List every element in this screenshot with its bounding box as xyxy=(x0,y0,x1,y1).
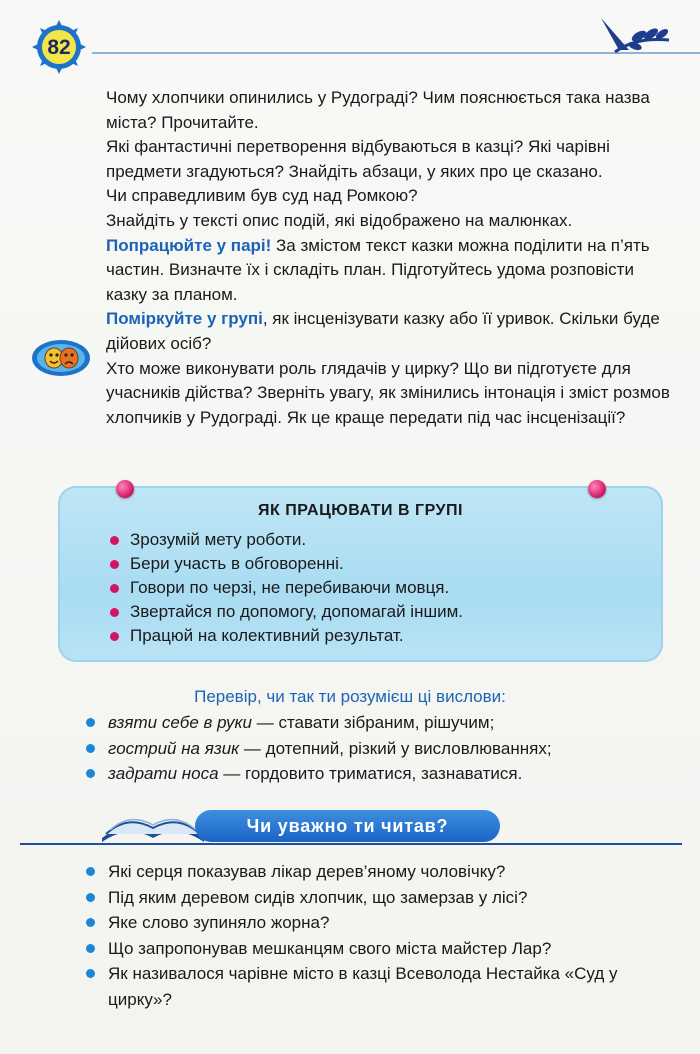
idiom-meaning: — дотепний, різкий у висловлюваннях; xyxy=(239,738,552,758)
idiom-meaning: — гордовито триматися, зазнаватися. xyxy=(218,764,523,783)
open-book-icon xyxy=(98,798,208,844)
idioms-intro: Перевір, чи так ти розумієш ці вислови: xyxy=(194,687,506,706)
list-item xyxy=(84,710,552,736)
group-task-heading: Поміркуйте у групі xyxy=(106,309,263,329)
list-item: Говори по черзі, не перебиваючи мовця. xyxy=(110,576,463,600)
reading-check-banner: Чи уважно ти читав? xyxy=(195,810,500,842)
list-item xyxy=(84,761,552,787)
list-item: Працюй на колективний результат. xyxy=(110,624,463,648)
pin-icon xyxy=(116,480,134,498)
pair-task xyxy=(106,234,671,308)
idiom-phrase: взяти себе в руки xyxy=(108,713,252,732)
paragraph: Хто може виконувати роль глядачів у цирку? Що ви підготуєте для учасників дійства? Зверніть увагу, як змінились інтонація і зміст розмов хлопчиків у Рудограді. Як це краще передати під час інсценізації? xyxy=(106,358,670,427)
pin-icon xyxy=(588,480,606,498)
question-item: Які серця показував лікар дерев’яному чоловічку? xyxy=(84,859,674,885)
question-item: Як називалося чарівне місто в казці Всеволода Нестайка «Суд у цирку»? xyxy=(84,961,674,1012)
paragraph: Чому хлопчики опинились у Рудограді? Чим пояснюється така назва міста? Прочитайте. xyxy=(106,88,650,132)
group-task-text: , як інсценізувати казку або її уривок. Скільки буде дійових осіб? xyxy=(106,309,660,353)
question-item: Яке слово зупиняло жорна? xyxy=(84,910,674,936)
group-work-box xyxy=(58,486,663,662)
group-task xyxy=(106,307,671,356)
question-item: Під яким деревом сидів хлопчик, що замерзав у лісі? xyxy=(84,885,674,911)
theater-masks-icon xyxy=(30,338,92,378)
pair-task-text: За змістом текст казки можна поділити на п’ять частин. Визначте їх і складіть план. Підготуйтесь удома розповісти казку за планом. xyxy=(106,235,650,304)
page-number: 82 xyxy=(47,36,71,59)
idiom-meaning: — ставати зібраним, рішучим; xyxy=(252,713,495,732)
idiom-phrase: гострий на язик xyxy=(108,738,240,758)
list-item: Бери участь в обговоренні. xyxy=(110,552,463,576)
paragraph: Які фантастичні перетворення відбуваються в казці? Які чарівні предмети згадуються? Знайдіть абзаци, у яких про це сказано. xyxy=(106,137,610,181)
paragraph: Чи справедливим був суд над Ромкою? xyxy=(106,186,418,206)
leaf-logo-icon xyxy=(595,12,675,56)
idioms-list xyxy=(84,710,552,787)
paragraph: Знайдіть у тексті опис подій, які відображено на малюнках. xyxy=(106,210,573,230)
list-item: Зрозумій мету роботи. xyxy=(110,528,463,552)
list-item: Звертайся по допомогу, допомагай іншим. xyxy=(110,600,463,624)
questions-list xyxy=(84,859,674,1012)
pair-task-heading: Попрацюйте у парі! xyxy=(106,235,272,255)
tasks-text xyxy=(106,86,671,430)
list-item xyxy=(84,736,552,762)
idiom-phrase: задрати носа xyxy=(108,764,219,783)
question-item: Що запропонував мешканцям свого міста майстер Лар? xyxy=(84,936,674,962)
page-number-badge xyxy=(30,18,94,82)
group-box-title: ЯК ПРАЦЮВАТИ В ГРУПІ xyxy=(258,502,463,519)
group-rules-list xyxy=(110,528,463,648)
